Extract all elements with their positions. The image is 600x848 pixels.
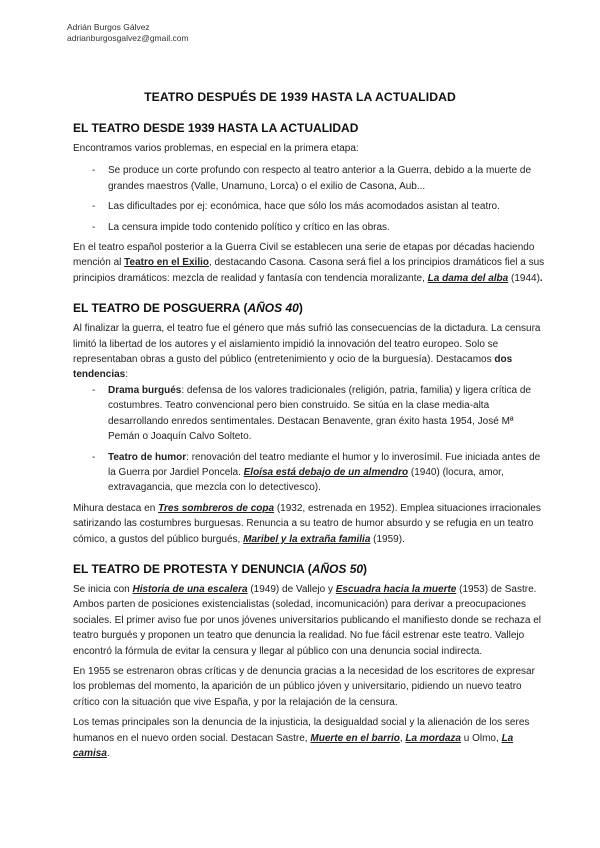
text-run: (1944) xyxy=(508,272,540,284)
text-run: Los temas principales son la denuncia de la injusticia, la desigualdad social y la alienación de los seres humanos en el nuevo orden social. Destacan Sastre, xyxy=(73,717,530,744)
list-item: - La censura impide todo contenido político y crítico en las obras. xyxy=(73,220,548,235)
text-run: u Olmo, xyxy=(460,732,502,744)
work-title: La camisa xyxy=(73,732,514,759)
section1-paragraph-2 xyxy=(73,240,548,286)
work-title: La dama del alba xyxy=(427,272,509,284)
text-run: (1953) de Sastre. Ambos parten de posiciones existencialistas (soledad, incomunicación) para derivar a preocupaciones sociales. El primer aviso fue por unos jóvenes universitarios publicando el manifiesto donde se rechaza el teatro burgués y proponen un teatro que denuncia la realidad. No fue fácil estrenar este teatro. Vallejo encontró la fórmula de evitar la censura y llegar al público con una denuncia social indirecta. xyxy=(73,583,542,657)
document-body xyxy=(73,120,548,761)
text-run: (1932, estrenada en 1952). Emplea situaciones irracionales satirizando las costumbres burguesas. Renuncia a su teatro de humor absurdo y se refugia en un teatro cómico, a gustos del público burgués, xyxy=(73,502,541,545)
section2-paragraph-1 xyxy=(73,321,548,383)
section3-paragraph-2: En 1955 se estrenaron obras críticas y de denuncia gracias a la necesidad de los escritores de expresar los problemas del momento, la aparición de un público jóven y universitario, pidiendo un nuevo teatro crítico con la situación que vive España, y por la relajación de la censura. xyxy=(73,665,535,708)
text-run: , destacando Casona. Casona será fiel a los principios dramáticos fiel a sus principios dramáticos: mezcla de realidad y fantasía con tendencia moralizante, xyxy=(73,257,545,284)
section1-list xyxy=(73,163,548,235)
bold-term: Teatro de humor xyxy=(108,451,187,463)
text-run: (1959). xyxy=(370,533,405,545)
list-item xyxy=(73,450,548,496)
list-item: - Las dificultades por ej: económica, hace que sólo los más acomodados asistan al teatro. xyxy=(73,199,548,214)
author-email: adrianburgosgalvez@gmail.com xyxy=(67,33,189,43)
list-item: - Se produce un corte profundo con respecto al teatro anterior a la Guerra, debido a la muerte de grandes maestros (Valle, Unamuno, Lorca) o el exilio de Casona, Aub... xyxy=(73,163,548,194)
text-run: (1940) (locura, amor, extravagancia, que mezcla con lo detectivesco). xyxy=(108,466,504,494)
author-block xyxy=(67,22,189,44)
work-title: Maribel y la extraña familia xyxy=(243,533,371,545)
heading-decade: AÑOS 50 xyxy=(311,561,364,576)
section3-paragraph-3 xyxy=(73,715,548,761)
heading-part: EL TEATRO DE POSGUERRA ( xyxy=(73,301,248,316)
section2-paragraph-2 xyxy=(73,501,548,547)
section-heading-2 xyxy=(73,300,548,316)
section2-list xyxy=(73,383,548,496)
text-run: . xyxy=(106,748,110,759)
work-title: Historia de una escalera xyxy=(132,583,248,595)
text-run: : renovación del teatro mediante el humor y lo inverosímil. Fue iniciada antes de la Guerra por Jardiel Poncela. xyxy=(108,451,541,478)
heading-part: EL TEATRO DE PROTESTA Y DENUNCIA ( xyxy=(73,561,312,576)
text-run: , xyxy=(399,732,406,744)
work-title: Muerte en el barrio xyxy=(310,732,400,744)
work-title: Eloísa está debajo de un almendro xyxy=(243,466,409,478)
bold-term: dos tendencias xyxy=(73,354,513,381)
section1-intro: Encontramos varios problemas, en especial en la primera etapa: xyxy=(73,143,359,154)
section3-paragraph-1 xyxy=(73,582,548,659)
text-run: (1949) de Vallejo y xyxy=(247,583,336,595)
heading-decade: AÑOS 40 xyxy=(247,301,299,316)
text-run: . xyxy=(539,272,543,284)
bold-term: Drama burgués xyxy=(108,384,182,396)
heading-part: ) xyxy=(298,301,303,316)
heading-part: ) xyxy=(363,561,368,576)
text-run: Se inicia con xyxy=(73,583,133,595)
text-run: Al finalizar la guerra, el teatro fue el género que más sufrió las consecuencias de la dictadura. La censura limitó la libertad de los autores y el aislamiento impidió la innovación del teatro europeo. Solo se representaban obras a gusto del público (entretenimiento y ocio de la burguesía). Destacamos xyxy=(73,323,541,366)
author-name: Adrián Burgos Gálvez xyxy=(67,22,150,32)
document-title: TEATRO DESPUÉS DE 1939 HASTA LA ACTUALIDAD xyxy=(144,90,456,104)
section-heading-3 xyxy=(73,561,548,577)
list-item xyxy=(73,383,548,445)
text-run: En el teatro español posterior a la Guerra Civil se establecen una serie de etapas por décadas haciendo mención al xyxy=(73,242,535,269)
text-run: : defensa de los valores tradicionales (religión, patria, familia) y ligera crítica de costumbres. Teatro convencional pero bien construido. Se sitúa en la clase media-alta desarrollando enredos sentimentales. Destacan Benavente, gran éxito hasta 1954, José Mª Pemán o Joaquín Calvo Solteto. xyxy=(108,384,531,443)
work-title: Escuadra hacia la muerte xyxy=(335,583,457,595)
work-title: Tres sombreros de copa xyxy=(158,502,275,514)
section-heading-1: EL TEATRO DESDE 1939 HASTA LA ACTUALIDAD xyxy=(73,121,359,135)
exilio-term: Teatro en el Exilio xyxy=(124,257,209,269)
text-run: : xyxy=(125,369,129,381)
work-title: La mordaza xyxy=(405,732,461,744)
text-run: Mihura destaca en xyxy=(73,502,159,514)
